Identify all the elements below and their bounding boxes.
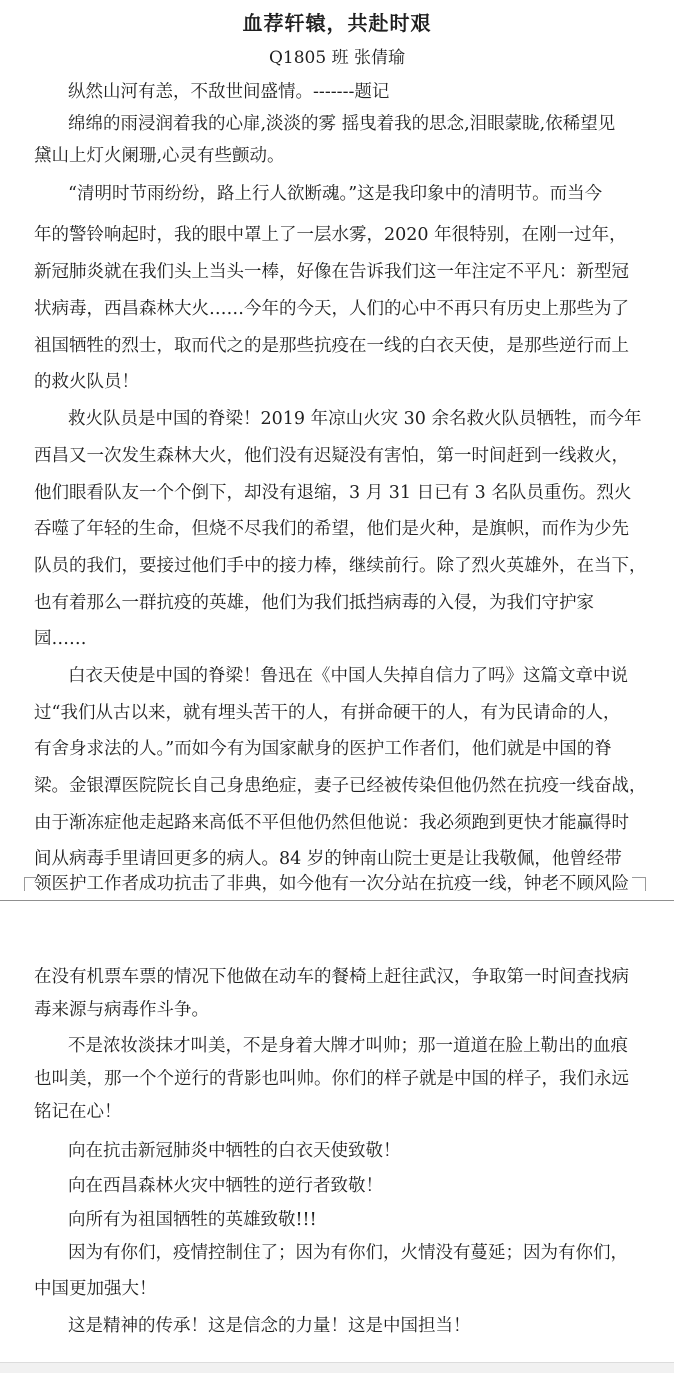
paragraph-line: “清明时节雨纷纷，路上行人欲断魂。”这是我印象中的清明节。而当今 <box>68 184 603 204</box>
author-line: Q1805 班 张倩瑜 <box>268 48 405 68</box>
paragraph-line: 西昌又一次发生森林大火，他们没有迟疑没有害怕，第一时间赶到一线救火， <box>34 446 629 466</box>
page-margin-mark <box>632 877 646 891</box>
paragraph-line: 也有着那么一群抗疫的英雄，他们为我们抵挡病毒的入侵，为我们守护家 <box>34 593 594 613</box>
paragraph-line: 过“我们从古以来，就有埋头苦干的人，有拼命硬干的人，有为民请命的人， <box>34 703 621 723</box>
paragraph-line: 吞噬了年轻的生命，但烧不尽我们的希望，他们是火种，是旗帜，而作为少先 <box>34 519 629 539</box>
paragraph-line: 毒来源与病毒作斗争。 <box>34 1000 209 1020</box>
paragraph-line: 祖国牺牲的烈士，取而代之的是那些抗疫在一线的白衣天使，是那些逆行而上 <box>34 336 629 356</box>
paragraph-line: 新冠肺炎就在我们头上当头一棒，好像在告诉我们这一年注定不平凡：新型冠 <box>34 262 629 282</box>
closing-line: 这是精神的传承！这是信念的力量！这是中国担当！ <box>68 1316 471 1336</box>
page-margin-mark <box>24 877 38 891</box>
paragraph-line: 他们眼看队友一个个倒下，却没有退缩，3 月 31 日已有 3 名队员重伤。烈火 <box>34 483 632 503</box>
salute-line: 向所有为祖国牺牲的英雄致敬!!! <box>68 1210 317 1230</box>
paragraph-line: 在没有机票车票的情况下他做在动车的餐椅上赶往武汉，争取第一时间查找病 <box>34 967 629 987</box>
essay-title: 血荐轩辕，共赴时艰 <box>242 11 432 35</box>
paragraph-line: 白衣天使是中国的脊梁！鲁迅在《中国人失掉自信力了吗》这篇文章中说 <box>68 666 628 686</box>
paragraph-line: 间从病毒手里请回更多的病人。84 岁的钟南山院士更是让我敬佩，他曾经带 <box>34 849 622 869</box>
paragraph-line: 也叫美，那一个个逆行的背影也叫帅。你们的样子就是中国的样子，我们永远 <box>34 1069 629 1089</box>
paragraph-line: 黛山上灯火阑珊,心灵有些颤动。 <box>34 146 285 166</box>
salute-line: 向在西昌森林火灾中牺牲的逆行者致敬！ <box>68 1176 383 1196</box>
page-break <box>0 900 674 927</box>
document-page-2 <box>0 926 674 1372</box>
paragraph-line: 救火队员是中国的脊梁！2019 年凉山火灾 30 余名救火队员牺牲，而今年 <box>68 409 642 429</box>
epigraph-line: 纵然山河有恙，不敌世间盛情。-------题记 <box>68 82 390 102</box>
paragraph-line: 中国更加强大！ <box>34 1279 157 1299</box>
paragraph-line: 园…… <box>34 629 87 649</box>
paragraph-line: 的救火队员！ <box>34 372 139 392</box>
paragraph-line: 梁。金银潭医院院长自己身患绝症，妻子已经被传染但他仍然在抗疫一线奋战， <box>34 776 647 796</box>
paragraph-line: 绵绵的雨浸润着我的心扉,淡淡的雾 摇曳着我的思念,泪眼蒙眬,依稀望见 <box>68 114 616 134</box>
salute-line: 向在抗击新冠肺炎中牺牲的白衣天使致敬！ <box>68 1141 401 1161</box>
paragraph-line: 因为有你们，疫情控制住了；因为有你们，火情没有蔓延；因为有你们， <box>68 1243 628 1263</box>
paragraph-line: 铭记在心！ <box>34 1102 122 1122</box>
paragraph-line: 队员的我们，要接过他们手中的接力棒，继续前行。除了烈火英雄外，在当下， <box>34 556 647 576</box>
paragraph-line: 领医护工作者成功抗击了非典，如今他有一次分站在抗疫一线，钟老不顾风险 <box>34 874 629 894</box>
paragraph-line: 有舍身求法的人。”而如今有为国家献身的医护工作者们，他们就是中国的脊 <box>34 739 612 759</box>
paragraph-line: 不是浓妆淡抹才叫美，不是身着大牌才叫帅；那一道道在脸上勒出的血痕 <box>68 1036 628 1056</box>
paragraph-line: 年的警铃响起时，我的眼中罩上了一层水雾，2020 年很特别，在刚一过年， <box>34 225 627 245</box>
bottom-scroll-strip <box>0 1362 674 1373</box>
paragraph-line: 由于渐冻症他走起路来高低不平但他仍然但他说：我必须跑到更快才能赢得时 <box>34 813 629 833</box>
paragraph-line: 状病毒，西昌森林大火……今年的今天，人们的心中不再只有历史上那些为了 <box>34 299 629 319</box>
